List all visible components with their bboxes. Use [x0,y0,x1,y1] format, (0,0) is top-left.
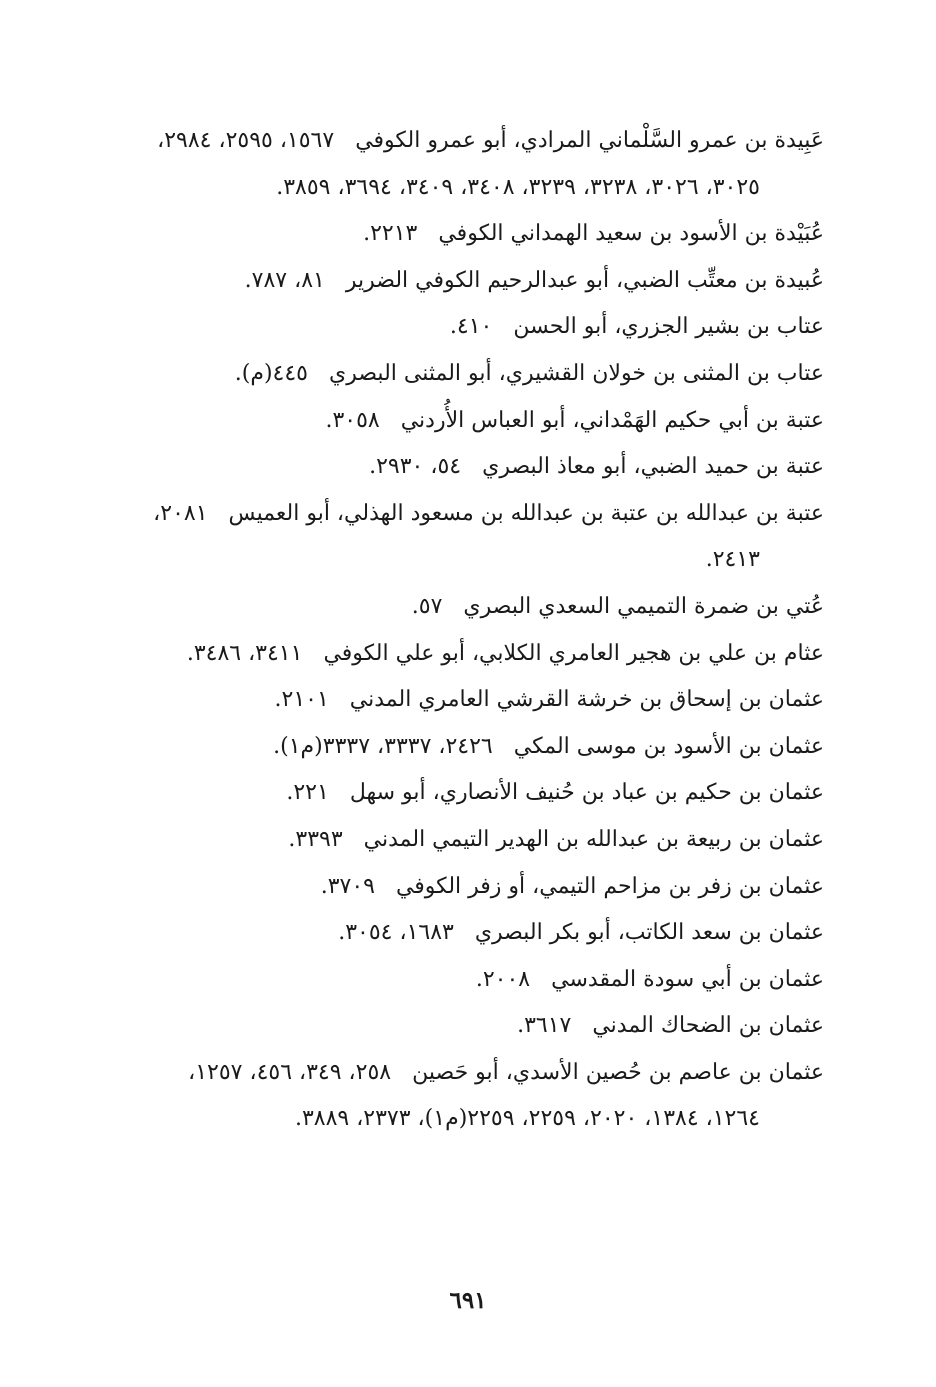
index-entry [128,491,824,584]
entry-name: عثمان بن ربيعة بن عبدالله بن الهدير التيمي المدني [363,826,824,852]
index-entry [128,724,824,771]
index-entry [128,398,824,445]
entry-name: عثمان بن إسحاق بن خرشة القرشي العامري المدني [349,687,824,713]
index-entry [128,118,824,211]
entry-name: عثمان بن أبي سودة المقدسي [551,966,824,992]
entry-name: عثمان بن زفر بن مزاحم التيمي، أو زفر الكوفي [395,873,824,899]
entry-name: عتبة بن أبي حكيم الهَمْداني، أبو العباس الأُردني [400,407,824,433]
index-entry [128,1050,824,1143]
entry-refs: ٤٤٥(م). [234,360,308,386]
entry-refs: ٢٠٠٨. [475,966,531,992]
page-number: ٦٩١ [449,1287,487,1314]
narrator-index-list [128,118,824,1143]
index-entry [128,444,824,491]
entry-refs: ٣٠٥٨. [325,407,380,433]
index-entry [128,770,824,817]
entry-name: عتاب بن المثنى بن خولان القشيري، أبو المثنى البصري [329,360,824,386]
entry-refs: ٢٢١. [286,780,329,806]
entry-name: عثمان بن الضحاك المدني [592,1013,824,1039]
index-entry [128,351,824,398]
entry-refs: ١٦٨٣، ٣٠٥٤. [338,920,454,946]
entry-refs: ٢١٠١. [274,687,329,713]
entry-name: عثمان بن حكيم بن عباد بن حُنيف الأنصاري، أبو سهل [349,780,824,806]
index-entry [128,910,824,957]
entry-refs: ٣٧٠٩. [320,873,375,899]
index-entry [128,304,824,351]
entry-refs: ٥٤، ٢٩٣٠. [369,454,462,480]
entry-refs: ٣٣٩٣. [288,826,343,852]
index-entry [128,211,824,258]
entry-name: عثمان بن سعد الكاتب، أبو بكر البصري [474,920,824,946]
entry-name: عُبيدة بن معتِّب الضبي، أبو عبدالرحيم الكوفي الضرير [345,267,824,293]
index-entry [128,957,824,1004]
entry-name: عتاب بن بشير الجزري، أبو الحسن [513,314,824,340]
index-entry [128,584,824,631]
entry-name: عُتي بن ضمرة التميمي السعدي البصري [463,593,824,619]
entry-refs: ٣٦١٧. [517,1013,572,1039]
entry-name: عتبة بن حميد الضبي، أبو معاذ البصري [482,454,824,480]
entry-refs: ٢٢١٣. [363,221,418,247]
index-entry [128,631,824,678]
entry-name: عثام بن علي بن هجير العامري الكلابي، أبو علي الكوفي [323,640,824,666]
entry-refs: ٢٠٨١، ٢٤١٣. [153,500,760,573]
entry-name: عثمان بن عاصم بن حُصين الأسدي، أبو حَصين [412,1059,824,1085]
entry-name: عثمان بن الأسود بن موسى المكي [513,733,824,759]
entry-name: عتبة بن عبدالله بن عتبة بن عبدالله بن مسعود الهذلي، أبو العميس [228,500,824,526]
entry-refs: ٢٤٢٦، ٣٣٣٧، ٣٣٣٧(م١). [273,733,493,759]
index-entry [128,864,824,911]
entry-refs: ٣٤١١، ٣٤٨٦. [186,640,303,666]
index-entry [128,1003,824,1050]
index-entry [128,817,824,864]
entry-refs: ٥٧. [411,593,443,619]
entry-refs: ٢٥٨، ٣٤٩، ٤٥٦، ١٢٥٧، ١٢٦٤، ١٣٨٤، ٢٠٢٠، ٢٢٥٩، ٢٢٥٩(م١)، ٢٣٧٣، ٣٨٨٩. [188,1059,760,1132]
entry-refs: ٨١، ٧٨٧. [244,267,325,293]
entry-name: عَبِيدة بن عمرو السَّلْماني المرادي، أبو عمرو الكوفي [355,128,824,153]
entry-name: عُبَيْدة بن الأسود بن سعيد الهمداني الكوفي [438,221,824,247]
index-entry [128,258,824,305]
entry-refs: ١٥٦٧، ٢٥٩٥، ٢٩٨٤، ٣٠٢٥، ٣٠٢٦، ٣٢٣٨، ٣٢٣٩، ٣٤٠٨، ٣٤٠٩، ٣٦٩٤، ٣٨٥٩. [157,128,760,200]
index-entry [128,677,824,724]
entry-refs: ٤١٠. [449,314,493,340]
